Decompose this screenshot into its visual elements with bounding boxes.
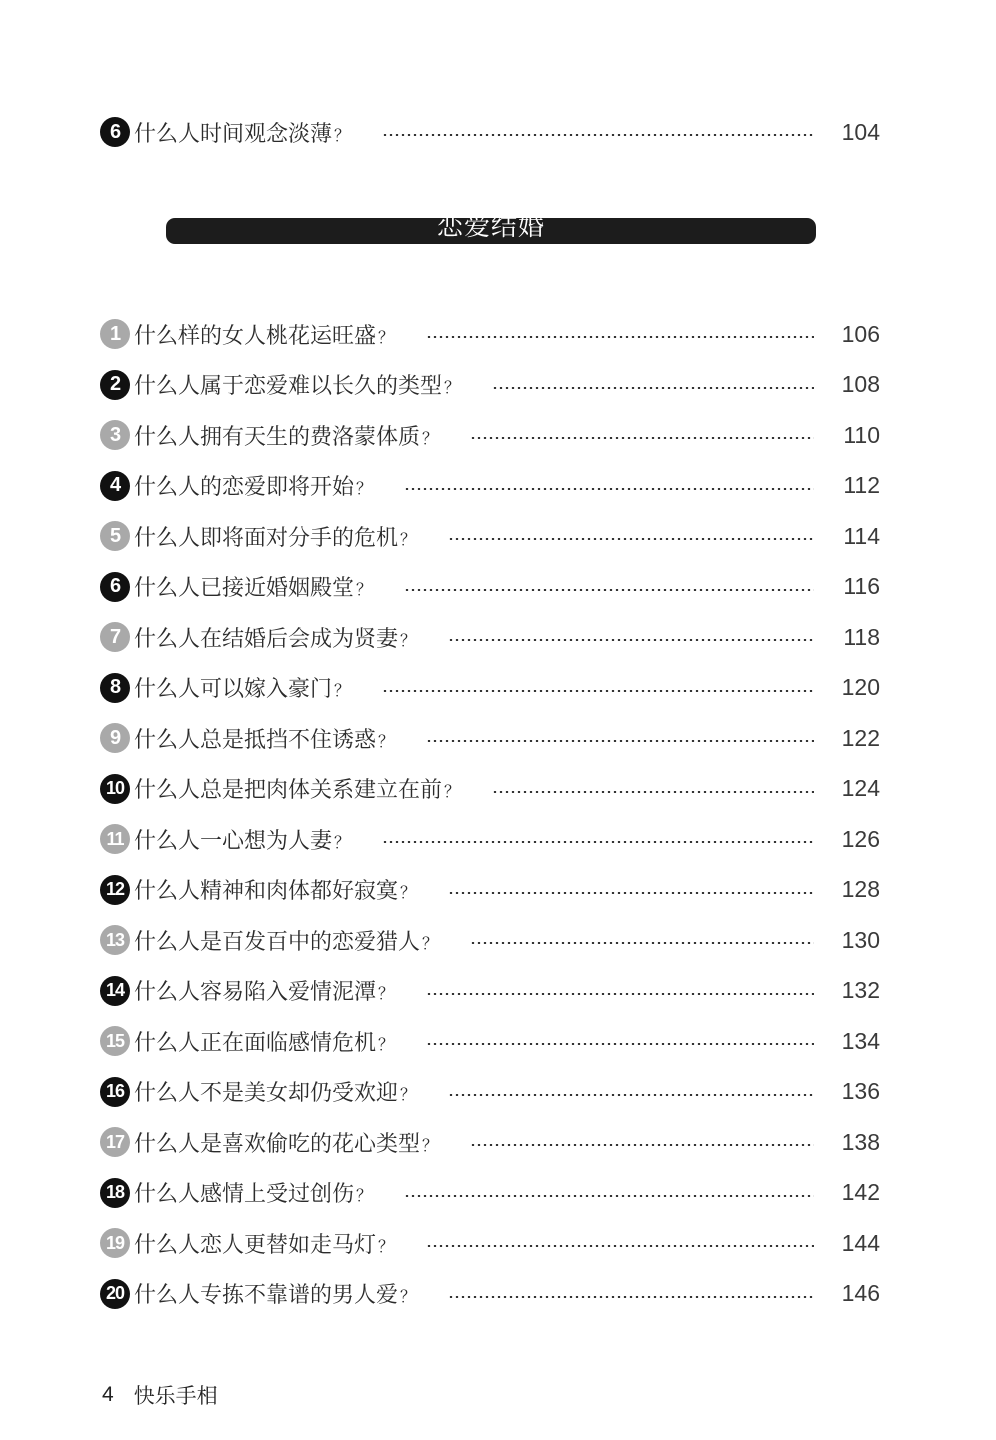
toc-entry[interactable] [100, 1223, 880, 1263]
entry-question-mark: ？ [400, 1085, 417, 1104]
dot-leader [382, 841, 814, 843]
entry-question-mark: ？ [334, 125, 351, 145]
entry-title-text: 什么人容易陷入爱情泥潭 [134, 980, 377, 1005]
entry-title [134, 1076, 416, 1107]
entry-title-text: 什么人即将面对分手的危机 [134, 525, 399, 551]
entry-page-number: 106 [841, 320, 880, 347]
entry-title-text: 什么人总是抵挡不住诱惑 [134, 727, 377, 753]
entry-number-badge: 7 [100, 622, 130, 652]
dot-leader [492, 791, 814, 793]
toc-entry[interactable] [100, 1072, 880, 1112]
entry-number-badge: 17 [100, 1127, 130, 1157]
entry-number-badge: 16 [100, 1077, 130, 1107]
dot-leader [404, 1195, 814, 1197]
entry-title [134, 1026, 394, 1057]
footer-page-number: 4 [102, 1383, 114, 1406]
toc-entry[interactable] [100, 567, 880, 607]
dot-leader [382, 690, 814, 692]
entry-title [134, 521, 416, 552]
dot-leader [426, 336, 814, 338]
entry-title [134, 824, 350, 855]
entry-title-text: 什么人感情上受过创伤 [134, 1182, 355, 1207]
toc-entry[interactable] [100, 971, 880, 1011]
toc-entry[interactable] [100, 516, 880, 556]
entry-title [134, 420, 438, 451]
dot-leader [448, 1094, 814, 1096]
entry-title-text: 什么人正在面临感情危机 [134, 1030, 377, 1056]
entry-page-number: 120 [841, 674, 880, 700]
page-footer [102, 1380, 218, 1410]
entry-number-badge: 6 [100, 572, 130, 602]
entry-title [134, 319, 394, 350]
entry-question-mark: ？ [356, 479, 373, 498]
entry-page-number: 126 [841, 825, 880, 852]
entry-title-text: 什么人属于恋爱难以长久的类型 [134, 374, 443, 399]
dot-leader [426, 1245, 814, 1247]
dot-leader [470, 942, 814, 944]
entry-title-text: 什么人可以嫁入豪门 [134, 677, 333, 702]
toc-entry[interactable] [100, 920, 880, 960]
entry-title-text: 什么人恋人更替如走马灯 [134, 1232, 377, 1258]
dot-leader [404, 589, 814, 591]
entry-question-mark: ？ [334, 681, 351, 700]
entry-page-number: 146 [841, 1280, 880, 1306]
entry-number-badge: 2 [100, 370, 130, 400]
entry-number-badge: 18 [100, 1178, 130, 1208]
entry-number-badge: 19 [100, 1228, 130, 1258]
entry-page-number: 124 [841, 775, 880, 801]
toc-entry[interactable] [100, 314, 880, 354]
entry-title-text: 什么人是喜欢偷吃的花心类型 [134, 1131, 421, 1157]
dot-leader [470, 437, 814, 439]
entry-page-number: 142 [841, 1179, 880, 1205]
entry-page-number: 122 [841, 724, 880, 751]
entry-question-mark: ？ [378, 327, 395, 347]
dot-leader [470, 1144, 814, 1146]
entry-page-number: 110 [843, 421, 880, 448]
entry-title [134, 117, 350, 148]
toc-entry[interactable] [100, 617, 880, 657]
entry-question-mark: ？ [356, 580, 373, 599]
entry-question-mark: ？ [378, 984, 395, 1003]
entry-title [134, 773, 460, 804]
entry-title-text: 什么人是百发百中的恋爱猎人 [134, 929, 421, 955]
entry-title-text: 什么样的女人桃花运旺盛 [134, 323, 377, 349]
entry-page-number: 118 [843, 623, 880, 650]
entry-question-mark: ？ [356, 1186, 373, 1205]
toc-entry[interactable] [100, 1274, 880, 1314]
entry-question-mark: ？ [444, 782, 461, 801]
dot-leader [404, 488, 814, 490]
entry-title-text: 什么人在结婚后会成为贤妻 [134, 626, 399, 652]
entry-question-mark: ？ [378, 1034, 395, 1054]
entry-page-number: 144 [841, 1229, 880, 1256]
entry-title [134, 874, 416, 905]
entry-number-badge: 8 [100, 673, 130, 703]
entry-title [134, 1127, 438, 1158]
dot-leader [448, 892, 814, 894]
entry-page-number: 104 [841, 118, 880, 145]
toc-entry[interactable] [100, 870, 880, 910]
entry-title-text: 什么人精神和肉体都好寂寞 [134, 879, 399, 904]
entry-page-number: 134 [841, 1027, 880, 1054]
entry-number-badge: 11 [100, 824, 130, 854]
entry-question-mark: ？ [378, 1236, 395, 1256]
entry-title [134, 470, 372, 501]
entry-number-badge: 1 [100, 319, 130, 349]
entry-title [134, 672, 350, 703]
entry-page-number: 138 [841, 1128, 880, 1155]
entry-page-number: 132 [841, 977, 880, 1003]
entry-title [134, 723, 394, 754]
footer-book-title: 快乐手相 [133, 1384, 218, 1408]
entry-number-badge: 14 [100, 976, 130, 1006]
entry-page-number: 108 [841, 371, 880, 397]
entry-page-number: 130 [841, 926, 880, 953]
entry-question-mark: ？ [400, 630, 417, 650]
toc-entry[interactable] [100, 668, 880, 708]
dot-leader [448, 538, 814, 540]
entry-question-mark: ？ [400, 529, 417, 549]
entry-question-mark: ？ [444, 378, 461, 397]
dot-leader [492, 387, 814, 389]
entry-title-text: 什么人拥有天生的费洛蒙体质 [134, 424, 421, 450]
entry-number-badge: 20 [100, 1279, 130, 1309]
entry-number-badge: 5 [100, 521, 130, 551]
entry-title-text: 什么人总是把肉体关系建立在前 [134, 778, 443, 803]
entry-title-text: 什么人时间观念淡薄 [134, 121, 333, 147]
entry-title-text: 什么人一心想为人妻 [134, 828, 333, 854]
entry-number-badge: 6 [100, 117, 130, 147]
entry-page-number: 128 [841, 876, 880, 902]
toc-entry[interactable] [100, 1122, 880, 1162]
entry-question-mark: ？ [378, 731, 395, 751]
toc-entry[interactable] [100, 1173, 880, 1213]
toc-entry[interactable] [100, 112, 880, 152]
entry-title-text: 什么人不是美女却仍受欢迎 [134, 1081, 399, 1106]
entry-title-text: 什么人的恋爱即将开始 [134, 475, 355, 500]
entry-question-mark: ？ [422, 933, 439, 953]
dot-leader [448, 639, 814, 641]
entry-question-mark: ？ [422, 428, 439, 448]
entry-page-number: 116 [843, 573, 880, 599]
entry-title-text: 什么人专拣不靠谱的男人爱 [134, 1283, 399, 1308]
entry-number-badge: 4 [100, 471, 130, 501]
dot-leader [426, 993, 814, 995]
toc-entry[interactable] [100, 1021, 880, 1061]
toc-entry[interactable] [100, 769, 880, 809]
entry-page-number: 112 [843, 472, 880, 498]
entry-question-mark: ？ [400, 883, 417, 902]
entry-question-mark: ？ [400, 1287, 417, 1306]
entry-question-mark: ？ [334, 832, 351, 852]
entry-number-badge: 13 [100, 925, 130, 955]
entry-title [134, 369, 460, 400]
section-banner [166, 212, 816, 244]
toc-entry[interactable] [100, 466, 880, 506]
entry-number-badge: 15 [100, 1026, 130, 1056]
entry-title [134, 1228, 394, 1259]
entry-title [134, 571, 372, 602]
entry-title [134, 925, 438, 956]
section-title: 恋爱结婚 [436, 212, 545, 242]
toc-entry[interactable] [100, 819, 880, 859]
toc-entry[interactable] [100, 718, 880, 758]
entry-page-number: 136 [841, 1078, 880, 1104]
toc-entry[interactable] [100, 415, 880, 455]
entry-number-badge: 9 [100, 723, 130, 753]
dot-leader [448, 1296, 814, 1298]
entry-title [134, 622, 416, 653]
entry-number-badge: 3 [100, 420, 130, 450]
entry-title [134, 975, 394, 1006]
entry-number-badge: 12 [100, 875, 130, 905]
dot-leader [382, 134, 814, 136]
entry-number-badge: 10 [100, 774, 130, 804]
entry-question-mark: ？ [422, 1135, 439, 1155]
dot-leader [426, 740, 814, 742]
entry-page-number: 114 [843, 522, 880, 549]
entry-title [134, 1177, 372, 1208]
toc-entry[interactable] [100, 365, 880, 405]
entry-title [134, 1278, 416, 1309]
dot-leader [426, 1043, 814, 1045]
entry-title-text: 什么人已接近婚姻殿堂 [134, 576, 355, 601]
